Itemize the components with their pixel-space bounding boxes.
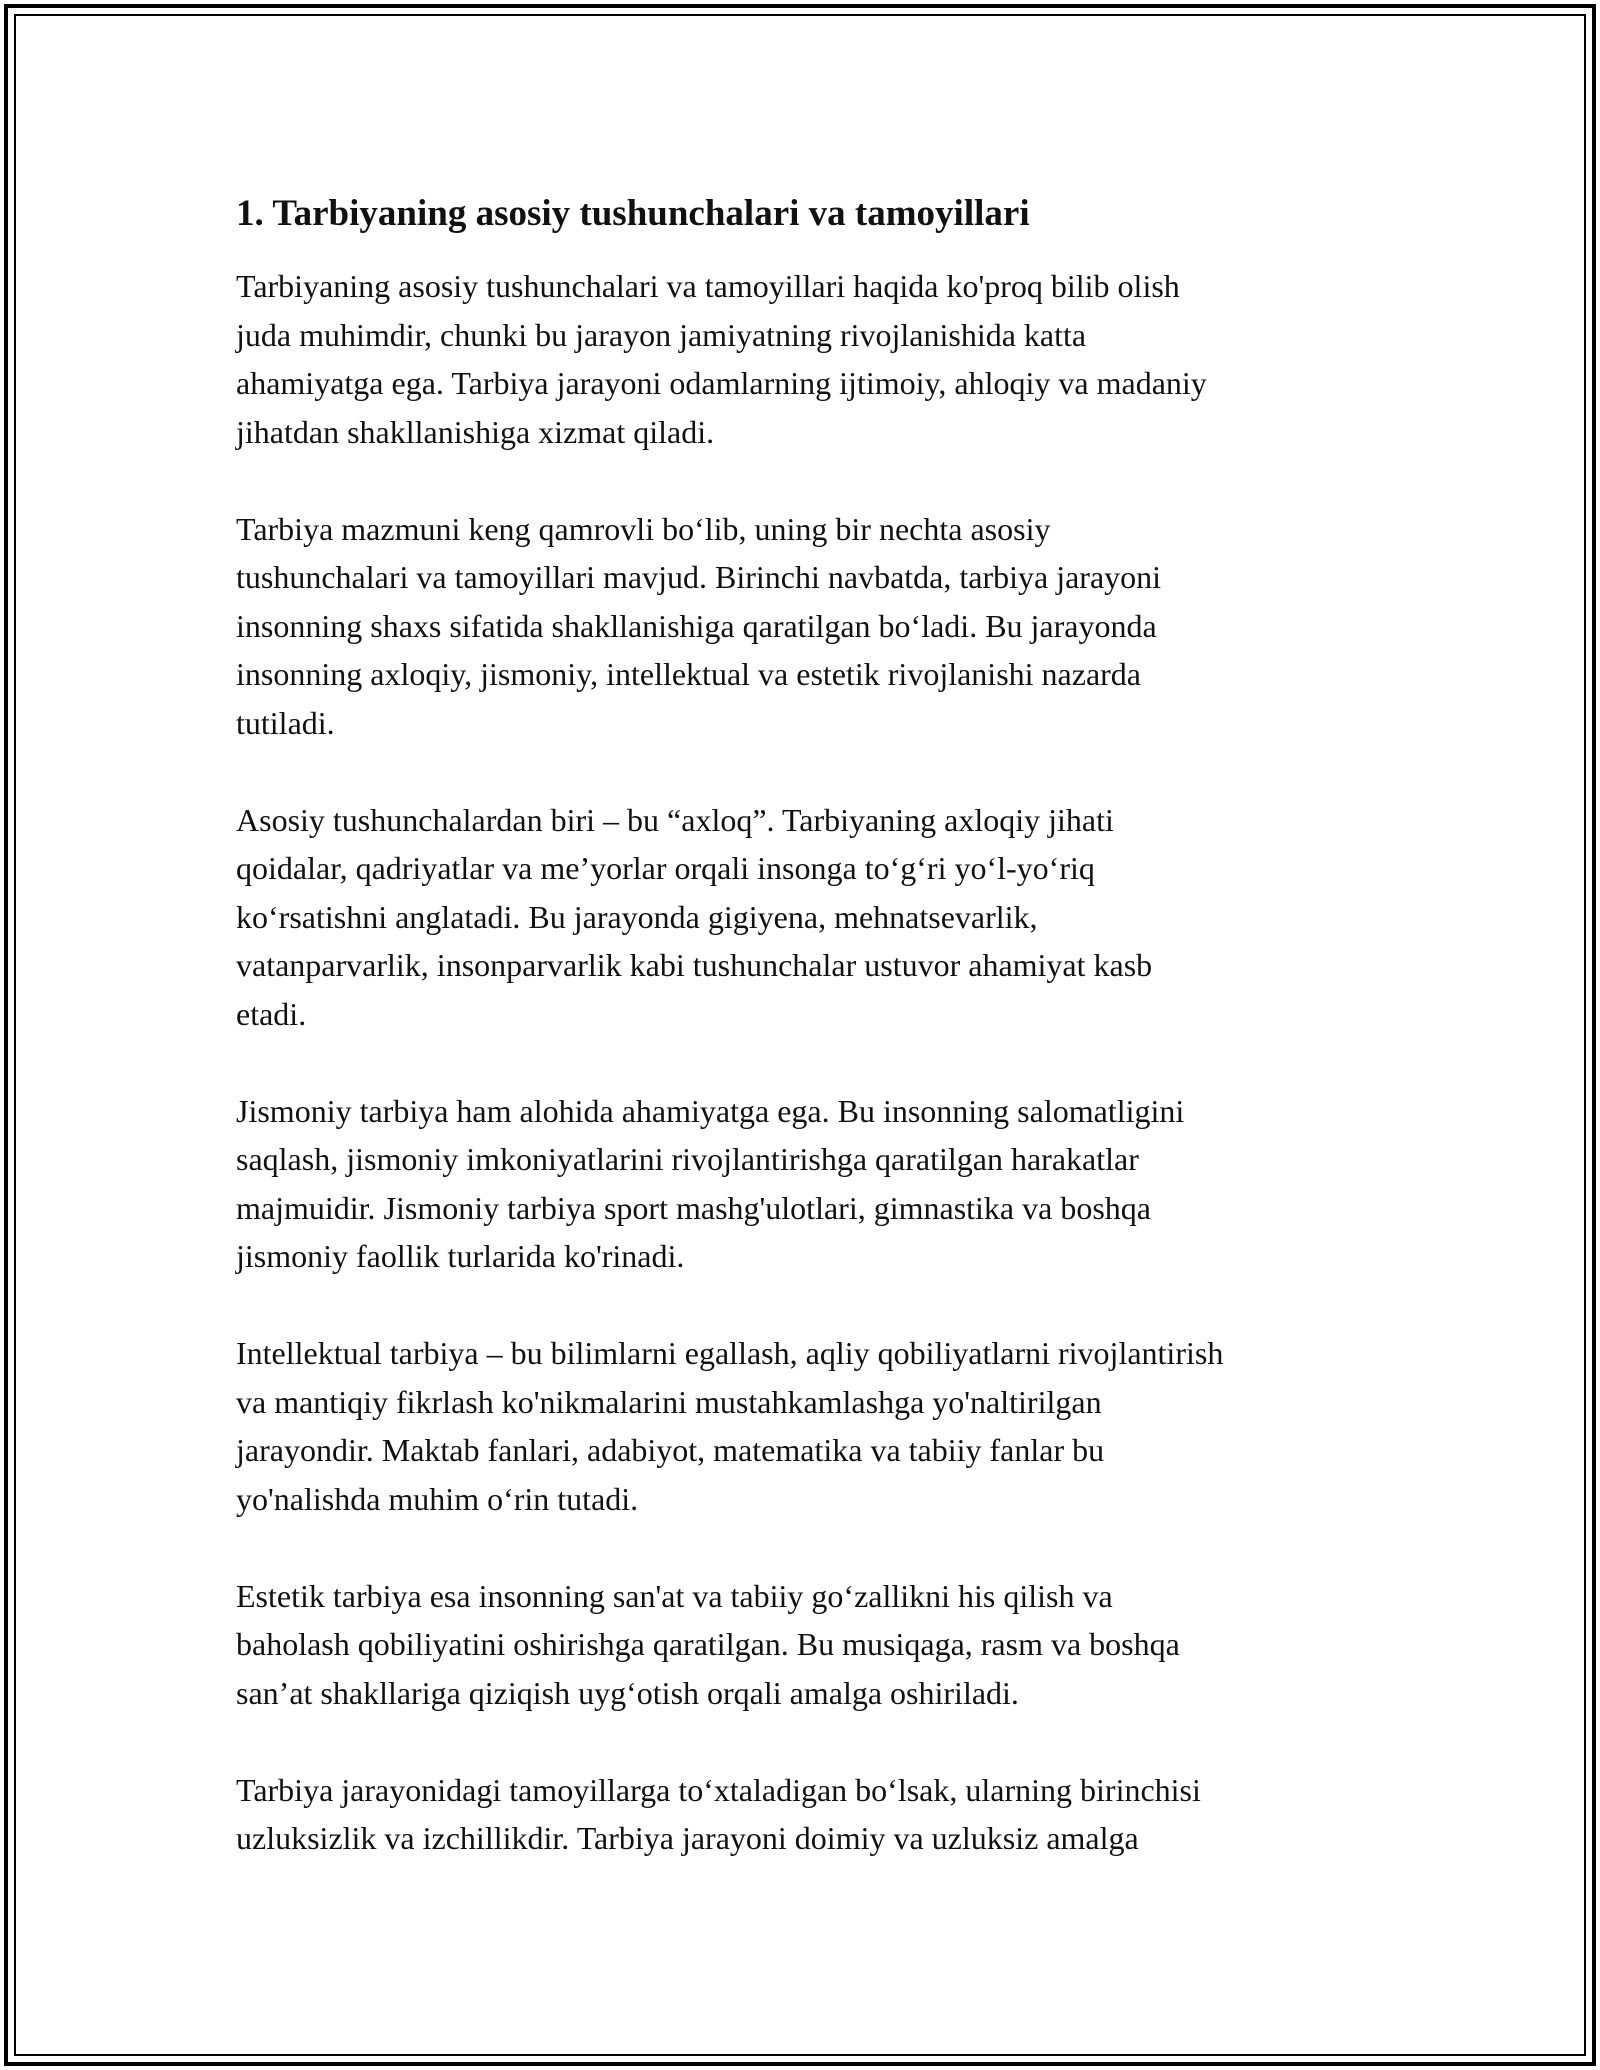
paragraph-line: san’at shakllariga qiziqish uyg‘otish orqali amalga oshiriladi. <box>236 1674 1019 1711</box>
paragraph-line: va mantiqiy fikrlash ko'nikmalarini mustahkamlashga yo'naltirilgan <box>236 1383 1102 1420</box>
paragraph-line: insonning axloqiy, jismoniy, intellektual va estetik rivojlanishi nazarda <box>236 656 1141 692</box>
paragraph-line: Tarbiya mazmuni keng qamrovli bo‘lib, uning bir nechta asosiy <box>236 510 1051 547</box>
paragraph-line: tushunchalari va tamoyillari mavjud. Birinchi navbatda, tarbiya jarayoni <box>236 559 1162 595</box>
paragraph-line: juda muhimdir, chunki bu jarayon jamiyatning rivojlanishida katta <box>236 316 1087 353</box>
paragraph-line: insonning shaxs sifatida shakllanishiga qaratilgan bo‘ladi. Bu jarayonda <box>236 607 1157 644</box>
paragraph-line: Tarbiya jarayonidagi tamoyillarga to‘xtaladigan bo‘lsak, ularning birinchisi <box>236 1771 1201 1808</box>
paragraph-2 <box>236 505 1396 748</box>
section-title: 1. Tarbiyaning asosiy tushunchalari va tamoyillari <box>236 193 1030 234</box>
paragraph-line: Asosiy tushunchalardan biri – bu “axloq”. Tarbiyaning axloqiy jihati <box>236 801 1114 838</box>
paragraph-line: tutiladi. <box>236 704 335 741</box>
paragraph-5 <box>236 1329 1396 1523</box>
paragraph-line: uzluksizlik va izchillikdir. Tarbiya jarayoni doimiy va uzluksiz amalga <box>236 1820 1139 1856</box>
paragraph-1 <box>236 262 1396 456</box>
paragraph-line: ko‘rsatishni anglatadi. Bu jarayonda gigiyena, mehnatsevarlik, <box>236 898 1038 935</box>
paragraph-line: Tarbiyaning asosiy tushunchalari va tamoyillari haqida ko'proq bilib olish <box>236 268 1180 304</box>
paragraph-line: baholash qobiliyatini oshirishga qaratilgan. Bu musiqaga, rasm va boshqa <box>236 1626 1180 1662</box>
document-body <box>236 186 1396 1911</box>
paragraph-4 <box>236 1087 1396 1281</box>
paragraph-line: ahamiyatga ega. Tarbiya jarayoni odamlarning ijtimoiy, ahloqiy va madaniy <box>236 365 1207 401</box>
paragraph-line: majmuidir. Jismoniy tarbiya sport mashg'ulotlari, gimnastika va boshqa <box>236 1189 1151 1226</box>
paragraph-line: qoidalar, qadriyatlar va me’yorlar orqali insonga to‘g‘ri yo‘l-yo‘riq <box>236 850 1095 886</box>
paragraph-line: jarayondir. Maktab fanlari, adabiyot, matematika va tabiiy fanlar bu <box>236 1432 1105 1468</box>
paragraph-line: yo'nalishda muhim o‘rin tutadi. <box>236 1480 639 1517</box>
paragraph-line: saqlash, jismoniy imkoniyatlarini rivojlantirishga qaratilgan harakatlar <box>236 1141 1139 1177</box>
paragraph-7 <box>236 1766 1396 1863</box>
paragraph-line: vatanparvarlik, insonparvarlik kabi tushunchalar ustuvor ahamiyat kasb <box>236 947 1153 983</box>
paragraph-line: jismoniy faollik turlarida ko'rinadi. <box>236 1238 685 1274</box>
paragraph-line: Jismoniy tarbiya ham alohida ahamiyatga ega. Bu insonning salomatligini <box>236 1092 1185 1129</box>
paragraph-line: jihatdan shakllanishiga xizmat qiladi. <box>236 413 715 450</box>
paragraph-line: Estetik tarbiya esa insonning san'at va tabiiy go‘zallikni his qilish va <box>236 1577 1113 1614</box>
paragraph-line: etadi. <box>236 995 307 1032</box>
paragraph-line: Intellektual tarbiya – bu bilimlarni egallash, aqliy qobiliyatlarni rivojlantirish <box>236 1335 1224 1371</box>
paragraph-6 <box>236 1572 1396 1718</box>
paragraph-3 <box>236 796 1396 1039</box>
